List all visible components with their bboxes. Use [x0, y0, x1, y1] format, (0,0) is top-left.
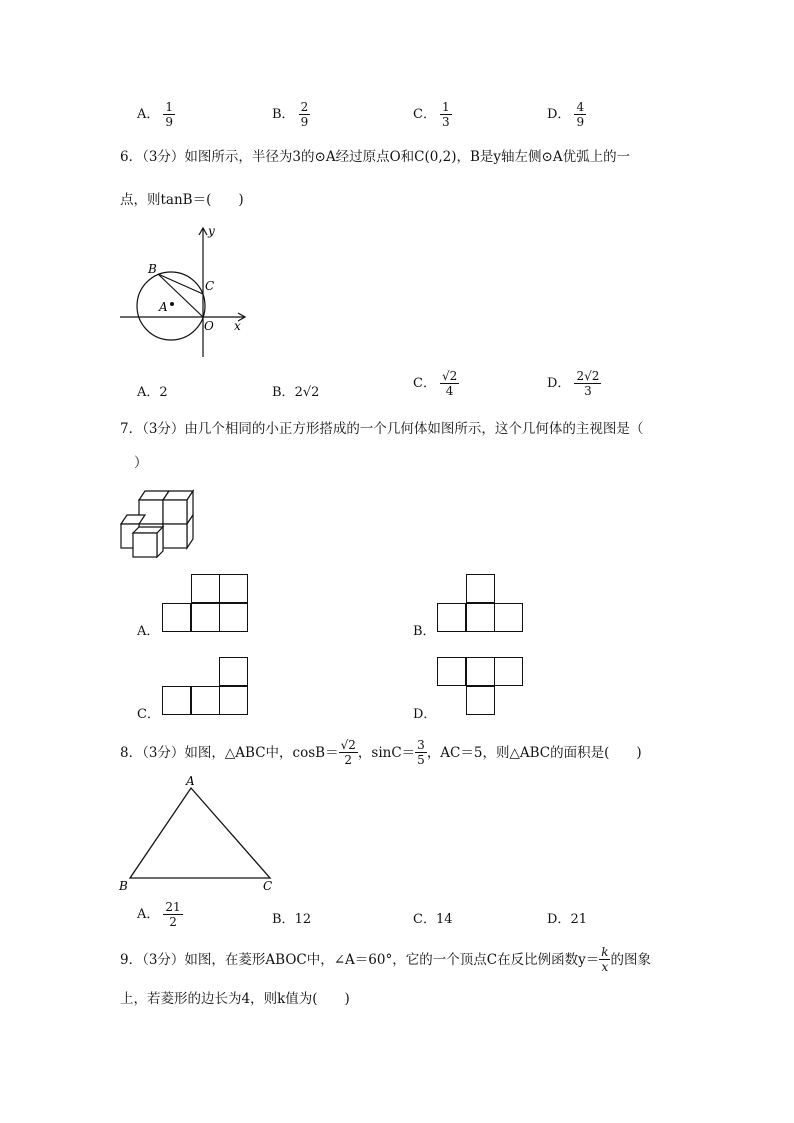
option-label: D． — [547, 376, 571, 391]
grid-cell — [466, 603, 495, 632]
grid-cell — [466, 686, 495, 715]
grid-cell — [219, 686, 248, 715]
circle-a — [137, 272, 205, 340]
option-fraction: $\frac{21}{2}$ — [165, 900, 181, 929]
option-fraction: $\frac{4}{9}$ — [576, 100, 585, 129]
option-value: 12 — [294, 912, 312, 927]
option-value: 2 — [159, 385, 168, 400]
grid-cell — [437, 603, 466, 632]
q9-stem-suffix: 的图象 — [610, 951, 651, 968]
q7-option-d-figure[interactable] — [437, 657, 525, 717]
option-value: 21 — [570, 912, 587, 927]
grid-cell — [191, 574, 220, 603]
grid-cell — [466, 574, 495, 603]
option-label: B． — [272, 912, 295, 927]
q6-stem-line2: 点，则tanB＝( ) — [120, 192, 244, 208]
q9-stem-line2: 上，若菱形的边长为4，则k值为( ) — [120, 991, 350, 1007]
grid-cell — [466, 657, 495, 686]
grid-cell — [162, 686, 191, 715]
q7-option-c-figure[interactable] — [162, 657, 250, 717]
q8-cos-fraction: $\frac{√2}{2}$ — [340, 738, 356, 767]
q6-option-c[interactable] — [413, 369, 459, 398]
q9-k-over-x-fraction: $\frac{k}{x}$ — [601, 945, 609, 974]
option-label: B． — [272, 385, 295, 400]
option-label: C． — [413, 912, 436, 927]
q6-figure — [115, 222, 255, 362]
q5-option-c[interactable] — [413, 100, 452, 129]
q7-stem-line2: ） — [134, 455, 148, 471]
option-fraction: $\frac{1}{3}$ — [441, 100, 450, 129]
option-value: 14 — [435, 912, 453, 927]
q7-option-a-figure[interactable] — [162, 574, 250, 634]
label-c: C — [205, 279, 215, 293]
option-label: C． — [413, 107, 436, 122]
grid-cell — [219, 574, 248, 603]
option-value: 2√2 — [294, 385, 320, 400]
q8-option-d[interactable] — [547, 908, 587, 927]
option-label: D． — [547, 107, 571, 122]
q7-solid-figure — [115, 485, 215, 560]
q6-stem-line1: 6．（3分）如图所示，半径为3的⊙A经过原点O和C(0,2)，B是y轴左侧⊙A优弧上的一 — [120, 149, 631, 165]
option-fraction: $\frac{1}{9}$ — [165, 100, 174, 129]
grid-cell — [437, 657, 466, 686]
q8-stem-mid: ，sinC＝ — [357, 744, 416, 761]
grid-cell — [191, 686, 220, 715]
label-c: C — [263, 879, 273, 893]
option-label: C． — [413, 376, 436, 391]
q8-option-b[interactable] — [272, 908, 311, 927]
label-a: A — [159, 300, 168, 314]
q8-sin-fraction: $\frac{3}{5}$ — [417, 738, 425, 767]
q8-stem-suffix: ，AC＝5，则△ABC的面积是( ) — [426, 744, 642, 761]
option-fraction: $\frac{√2}{4}$ — [441, 369, 458, 398]
label-y: y — [208, 224, 215, 238]
q6-option-b[interactable] — [272, 381, 319, 400]
q7-stem-line1: 7．（3分）由几个相同的小正方形搭成的一个几何体如图所示，这个几何体的主视图是（ — [120, 421, 644, 437]
q5-option-d[interactable] — [547, 100, 586, 129]
label-a: A — [186, 774, 195, 788]
q7-option-d-label[interactable]: D． — [413, 707, 437, 722]
grid-cell — [219, 603, 248, 632]
q8-triangle-figure — [115, 772, 285, 894]
q5-option-a[interactable] — [137, 100, 175, 129]
q7-option-b-label[interactable]: B． — [413, 624, 436, 639]
option-fraction: $\frac{2√2}{3}$ — [576, 369, 600, 398]
q6-option-d[interactable] — [547, 369, 601, 398]
q8-option-a[interactable] — [137, 900, 183, 929]
grid-cell — [219, 657, 248, 686]
grid-cell — [494, 657, 523, 686]
grid-cell — [494, 603, 523, 632]
center-dot — [170, 302, 174, 306]
option-label: A． — [137, 907, 160, 922]
q6-option-a[interactable] — [137, 381, 168, 400]
option-label: B． — [272, 107, 295, 122]
label-x: x — [234, 319, 241, 333]
option-fraction: $\frac{2}{9}$ — [300, 100, 309, 129]
q9-stem-line1 — [120, 945, 651, 974]
label-o: O — [204, 319, 214, 333]
option-label: A． — [137, 385, 160, 400]
q8-option-c[interactable] — [413, 908, 453, 927]
q7-option-c-label[interactable]: C． — [137, 707, 160, 722]
q7-option-a-label[interactable]: A． — [137, 624, 160, 639]
triangle-abc — [130, 788, 270, 878]
option-label: A． — [137, 107, 160, 122]
q8-stem — [120, 738, 642, 767]
q9-stem-prefix: 9．（3分）如图，在菱形ABOC中，∠A＝60°，它的一个顶点C在反比例函数y＝ — [120, 951, 600, 968]
grid-cell — [162, 603, 191, 632]
grid-cell — [191, 603, 220, 632]
q7-option-b-figure[interactable] — [437, 574, 525, 634]
q5-option-b[interactable] — [272, 100, 310, 129]
label-b: B — [148, 262, 157, 276]
q8-stem-prefix: 8．（3分）如图，△ABC中，cosB＝ — [120, 744, 339, 761]
label-b: B — [119, 879, 128, 893]
option-label: D． — [547, 912, 571, 927]
